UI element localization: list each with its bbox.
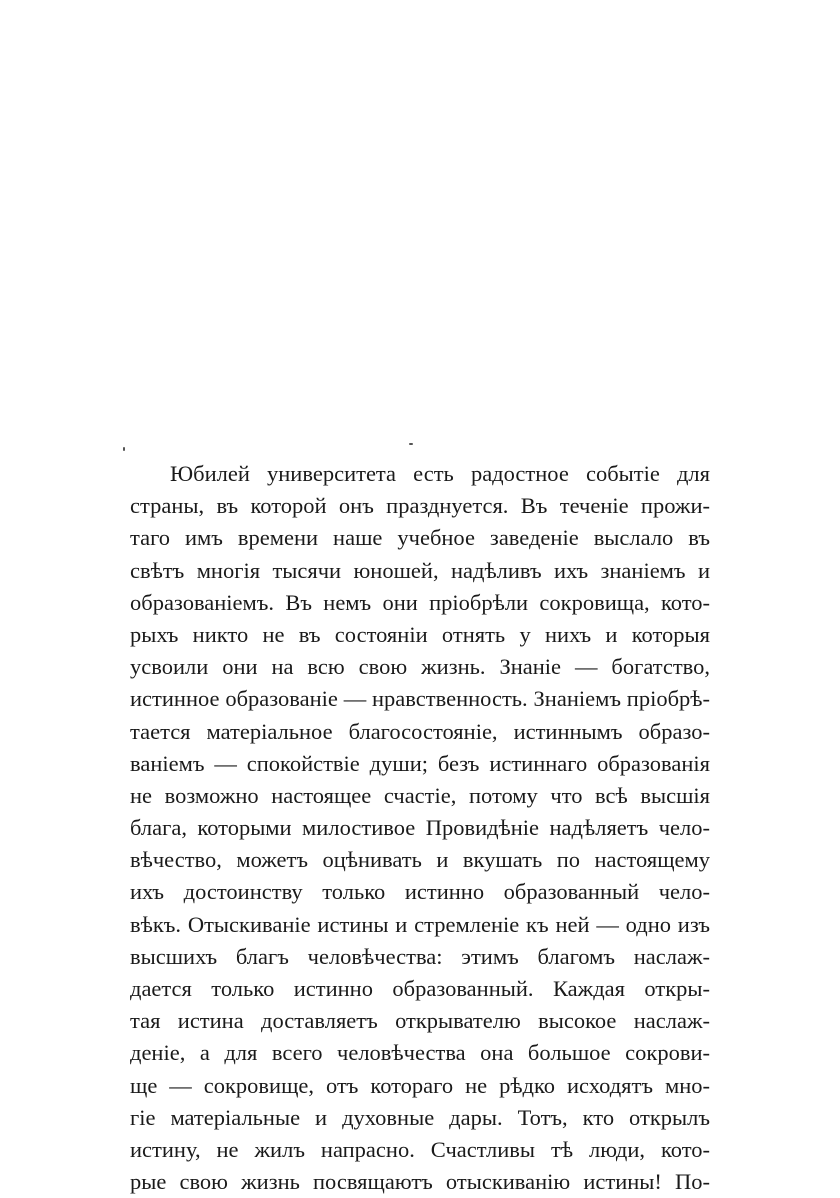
text-line: не возможно настоящее счастіе, потому что всѣ высшія — [130, 782, 710, 808]
text-line: рыхъ никто не въ состояніи отнять у нихъ и которыя — [130, 621, 710, 647]
ink-speck — [123, 447, 125, 451]
text-line: высшихъ благъ человѣчества: этимъ благомъ наслаж- — [130, 943, 710, 969]
text-line: гіе матеріальные и духовные дары. Тотъ, кто открылъ — [130, 1104, 710, 1130]
text-line: ваніемъ — спокойствіе души; безъ истиннаго образованія — [130, 750, 710, 776]
text-line: таго имъ времени наше учебное заведеніе выслало въ — [130, 525, 710, 551]
text-line: страны, въ которой онъ празднуется. Въ теченіе прожи- — [130, 493, 710, 519]
text-line: деніе, а для всего человѣчества она большое сокрови- — [130, 1040, 710, 1066]
text-line: блага, которыми милостивое Провидѣніе надѣляетъ чело- — [130, 815, 710, 841]
text-line: ихъ достоинству только истинно образованный чело- — [130, 879, 710, 905]
text-line: ще — сокровище, отъ котораго не рѣдко исходятъ мно- — [130, 1072, 710, 1098]
ink-speck — [409, 443, 413, 445]
text-line: истину, не жилъ напрасно. Счастливы тѣ люди, кото- — [130, 1136, 710, 1162]
text-line: тается матеріальное благосостояніе, истиннымъ образо- — [130, 718, 710, 744]
text-line: дается только истинно образованный. Каждая откры- — [130, 976, 710, 1001]
text-line: Юбилей университета есть радостное событіе для — [170, 461, 710, 486]
text-line: вѣкъ. Отыскиваніе истины и стремленіе къ ней — одно изъ — [130, 911, 710, 937]
text-line: истинное образованіе — нравственность. Знаніемъ пріобрѣ- — [130, 686, 710, 712]
text-line: тая истина доставляетъ открывателю высокое наслаж- — [130, 1008, 710, 1034]
body-paragraph — [130, 458, 710, 1198]
text-line: свѣтъ многія тысячи юношей, надѣливъ ихъ знаніемъ и — [130, 557, 710, 583]
text-line: образованіемъ. Въ немъ они пріобрѣли сокровища, кото- — [130, 589, 710, 615]
text-line: вѣчество, можетъ оцѣнивать и вкушать по настоящему — [130, 847, 710, 873]
text-line: усвоили они на всю свою жизнь. Знаніе — богатство, — [130, 654, 710, 680]
text-line: рые свою жизнь посвящаютъ отыскиванію истины! По- — [130, 1169, 710, 1195]
